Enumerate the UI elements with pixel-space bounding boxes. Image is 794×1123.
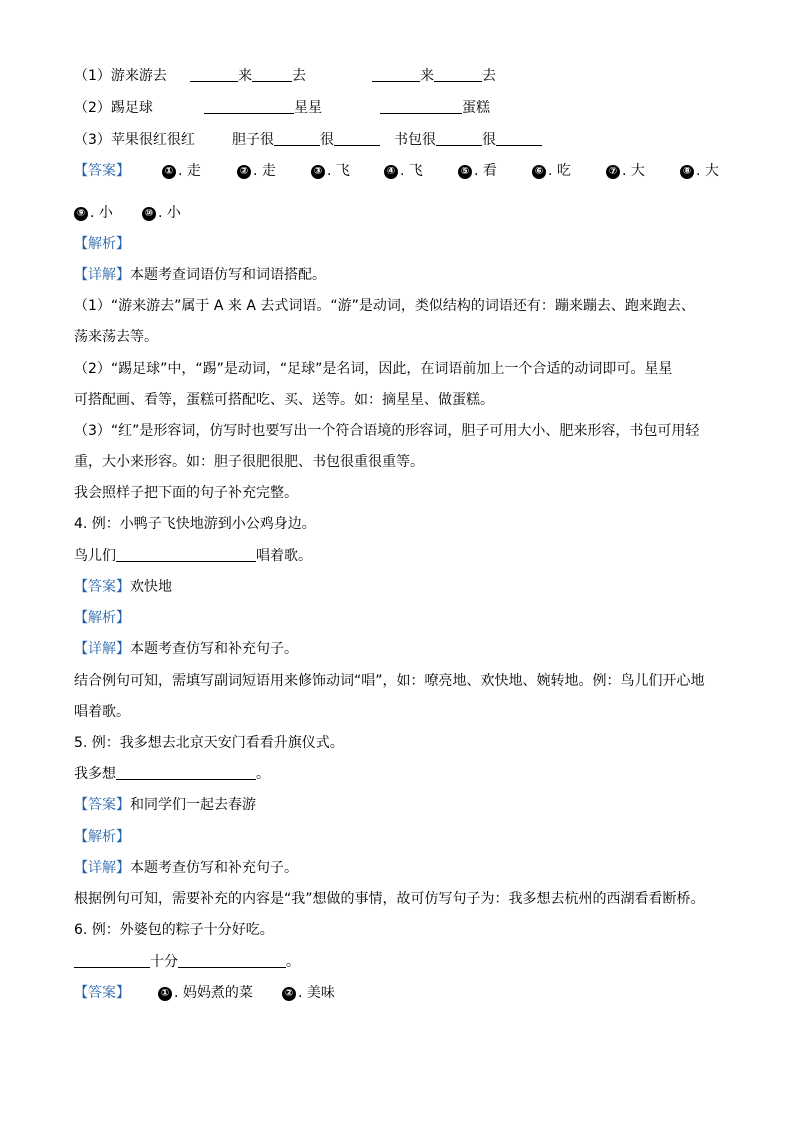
answer-number: ④: [384, 165, 398, 179]
q5-detail: [74, 858, 298, 878]
q3-row1-a1: 来: [238, 68, 252, 84]
blank-line[interactable]: [116, 547, 256, 562]
q3-row2-blank-b: [380, 98, 490, 118]
q5-answer: [74, 795, 256, 815]
answer-number: ⑤: [458, 165, 472, 179]
q4-example: 4. 例：小鸭子飞快地游到小公鸡身边。: [74, 516, 316, 532]
answer-item: ② . 走: [237, 161, 276, 181]
q3-row3-blank-b: [394, 130, 542, 150]
q5-example: 5. 例：我多想去北京天安门看看升旗仪式。: [74, 735, 344, 751]
q3-row3-b-mid: 很: [482, 132, 496, 148]
blank-line[interactable]: [116, 765, 256, 780]
answer-item: ① . 妈妈煮的菜: [158, 983, 253, 1003]
blank-line[interactable]: [372, 67, 420, 82]
detail-tag: 【详解】: [74, 267, 130, 283]
blank-line[interactable]: [436, 131, 482, 146]
q3-paragraph-3a: （3）“红”是形容词，仿写时也要写出一个符合语境的形容词，胆子可用大小、肥来形容，书包可用轻: [74, 423, 700, 439]
answer-item: ⑧ . 大: [680, 161, 719, 181]
q3-paragraph-2b: 可搭配画、看等，蛋糕可搭配吃、买、送等。如：摘星星、做蛋糕。: [74, 392, 494, 408]
answer-text: 看: [482, 163, 497, 179]
q3-row3-a-pre: 胆子很: [232, 132, 274, 148]
answer-number: ⑥: [532, 165, 546, 179]
blank-line[interactable]: [204, 99, 294, 114]
answer-text: 小: [166, 205, 181, 221]
q3-paragraph-3b: 重，大小来形容。如：胆子很肥很肥、书包很重很重等。: [74, 454, 424, 470]
q5-prompt-pre: 我多想: [74, 766, 116, 782]
q3-row1-a2: 去: [292, 68, 306, 84]
answer-text: 和同学们一起去春游: [130, 797, 256, 813]
q4-paragraph-1b: 唱着歌。: [74, 704, 130, 720]
q6-prompt-mid: 十分: [150, 954, 178, 970]
q5-analysis-tag: 【解析】: [74, 829, 130, 845]
detail-tag: 【详解】: [74, 641, 130, 657]
answer-tag: 【答案】: [74, 579, 130, 595]
q3-row1: [74, 66, 167, 86]
answer-number: ⑩: [142, 207, 156, 221]
answer-text: 飞: [335, 163, 350, 179]
answer-item: ⑩ . 小: [142, 203, 181, 223]
answer-item: ② . 美味: [282, 983, 335, 1003]
answer-text: 走: [261, 163, 276, 179]
q3-row2-label: （2）踢足球: [74, 100, 153, 116]
q4-prompt: [74, 546, 312, 566]
answer-item: ③ . 飞: [311, 161, 350, 181]
blank-line[interactable]: [252, 67, 292, 82]
answer-item: ⑦ . 大: [606, 161, 645, 181]
q3-detail: [74, 265, 326, 285]
blank-line[interactable]: [178, 953, 286, 968]
q3-row1-blank-b: [372, 66, 496, 86]
answer-number: ②: [282, 987, 296, 1001]
q6-prompt-post: 。: [286, 954, 300, 970]
q3-row2-a: 星星: [294, 100, 322, 116]
answer-item: ⑨ . 小: [74, 203, 113, 223]
q3-paragraph-2a: （2）“踢足球”中，“踢”是动词，“足球”是名词，因此，在词语前加上一个合适的动词即可。星星: [74, 361, 673, 377]
answer-text: 走: [186, 163, 201, 179]
answer-text: 美味: [306, 985, 335, 1001]
q3-answer-tag: 【答案】: [74, 163, 130, 179]
q3-row2-blank-a: [204, 98, 322, 118]
blank-line[interactable]: [434, 67, 482, 82]
answer-number: ②: [237, 165, 251, 179]
answer-number: ①: [162, 165, 176, 179]
q5-paragraph-1: 根据例句可知，需要补充的内容是“我”想做的事情，故可仿写句子为：我多想去杭州的西湖看看断桥。: [74, 891, 705, 907]
q3-row3-blank-a: [232, 130, 380, 150]
blank-line[interactable]: [334, 131, 380, 146]
answer-text: 妈妈煮的菜: [182, 985, 253, 1001]
q3-row3-a-mid: 很: [320, 132, 334, 148]
answer-number: ③: [311, 165, 325, 179]
answer-tag: 【答案】: [74, 797, 130, 813]
q3-row2-b: 蛋糕: [462, 100, 490, 116]
q3-row2: [74, 98, 153, 118]
q4-prompt-pre: 鸟儿们: [74, 548, 116, 564]
answer-number: ⑧: [680, 165, 694, 179]
answer-item: ⑤ . 看: [458, 161, 497, 181]
q3-paragraph-1a: （1）“游来游去”属于 A 来 A 去式词语。“游”是动词，类似结构的词语还有：蹦来蹦去、跑来跑去、: [74, 298, 695, 314]
answer-text: 吃: [556, 163, 571, 179]
detail-tag: 【详解】: [74, 860, 130, 876]
answer-item: ① . 走: [162, 161, 201, 181]
answer-number: ①: [158, 987, 172, 1001]
answer-text: 小: [98, 205, 113, 221]
blank-line[interactable]: [380, 99, 462, 114]
answer-item: ④ . 飞: [384, 161, 423, 181]
answer-text: 大: [704, 163, 719, 179]
q3-row1-b2: 去: [482, 68, 496, 84]
q6-answer-tag: 【答案】: [74, 985, 130, 1001]
answer-text: 大: [630, 163, 645, 179]
detail-text: 本题考查词语仿写和词语搭配。: [130, 267, 326, 283]
answer-number: ⑨: [74, 207, 88, 221]
blank-line[interactable]: [74, 953, 150, 968]
answer-number: ⑦: [606, 165, 620, 179]
q6-prompt: [74, 952, 300, 972]
blank-line[interactable]: [274, 131, 320, 146]
q3-paragraph-1b: 荡来荡去等。: [74, 329, 158, 345]
q5-prompt: [74, 764, 270, 784]
q3-row1-label: （1）游来游去: [74, 68, 167, 84]
q3-row3-b-pre: 书包很: [394, 132, 436, 148]
q4-paragraph-1a: 结合例句可知，需填写副词短语用来修饰动词“唱”，如：嘹亮地、欢快地、婉转地。例：鸟儿们开心地: [74, 673, 705, 689]
q3-analysis-tag: 【解析】: [74, 236, 130, 252]
section-heading: 我会照样子把下面的句子补充完整。: [74, 485, 298, 501]
blank-line[interactable]: [496, 131, 542, 146]
q4-prompt-post: 唱着歌。: [256, 548, 312, 564]
detail-text: 本题考查仿写和补充句子。: [130, 641, 298, 657]
q6-example: 6. 例：外婆包的粽子十分好吃。: [74, 922, 274, 938]
detail-text: 本题考查仿写和补充句子。: [130, 860, 298, 876]
blank-line[interactable]: [190, 67, 238, 82]
q4-answer: [74, 577, 172, 597]
q4-detail: [74, 639, 298, 659]
q4-analysis-tag: 【解析】: [74, 610, 130, 626]
answer-text: 飞: [408, 163, 423, 179]
q5-prompt-post: 。: [256, 766, 270, 782]
answer-item: ⑥ . 吃: [532, 161, 571, 181]
q3-row1-b1: 来: [420, 68, 434, 84]
q3-row3: [74, 130, 195, 150]
answer-text: 欢快地: [130, 579, 172, 595]
q3-row3-label: （3）苹果很红很红: [74, 132, 195, 148]
q3-row1-blank-a: [190, 66, 306, 86]
